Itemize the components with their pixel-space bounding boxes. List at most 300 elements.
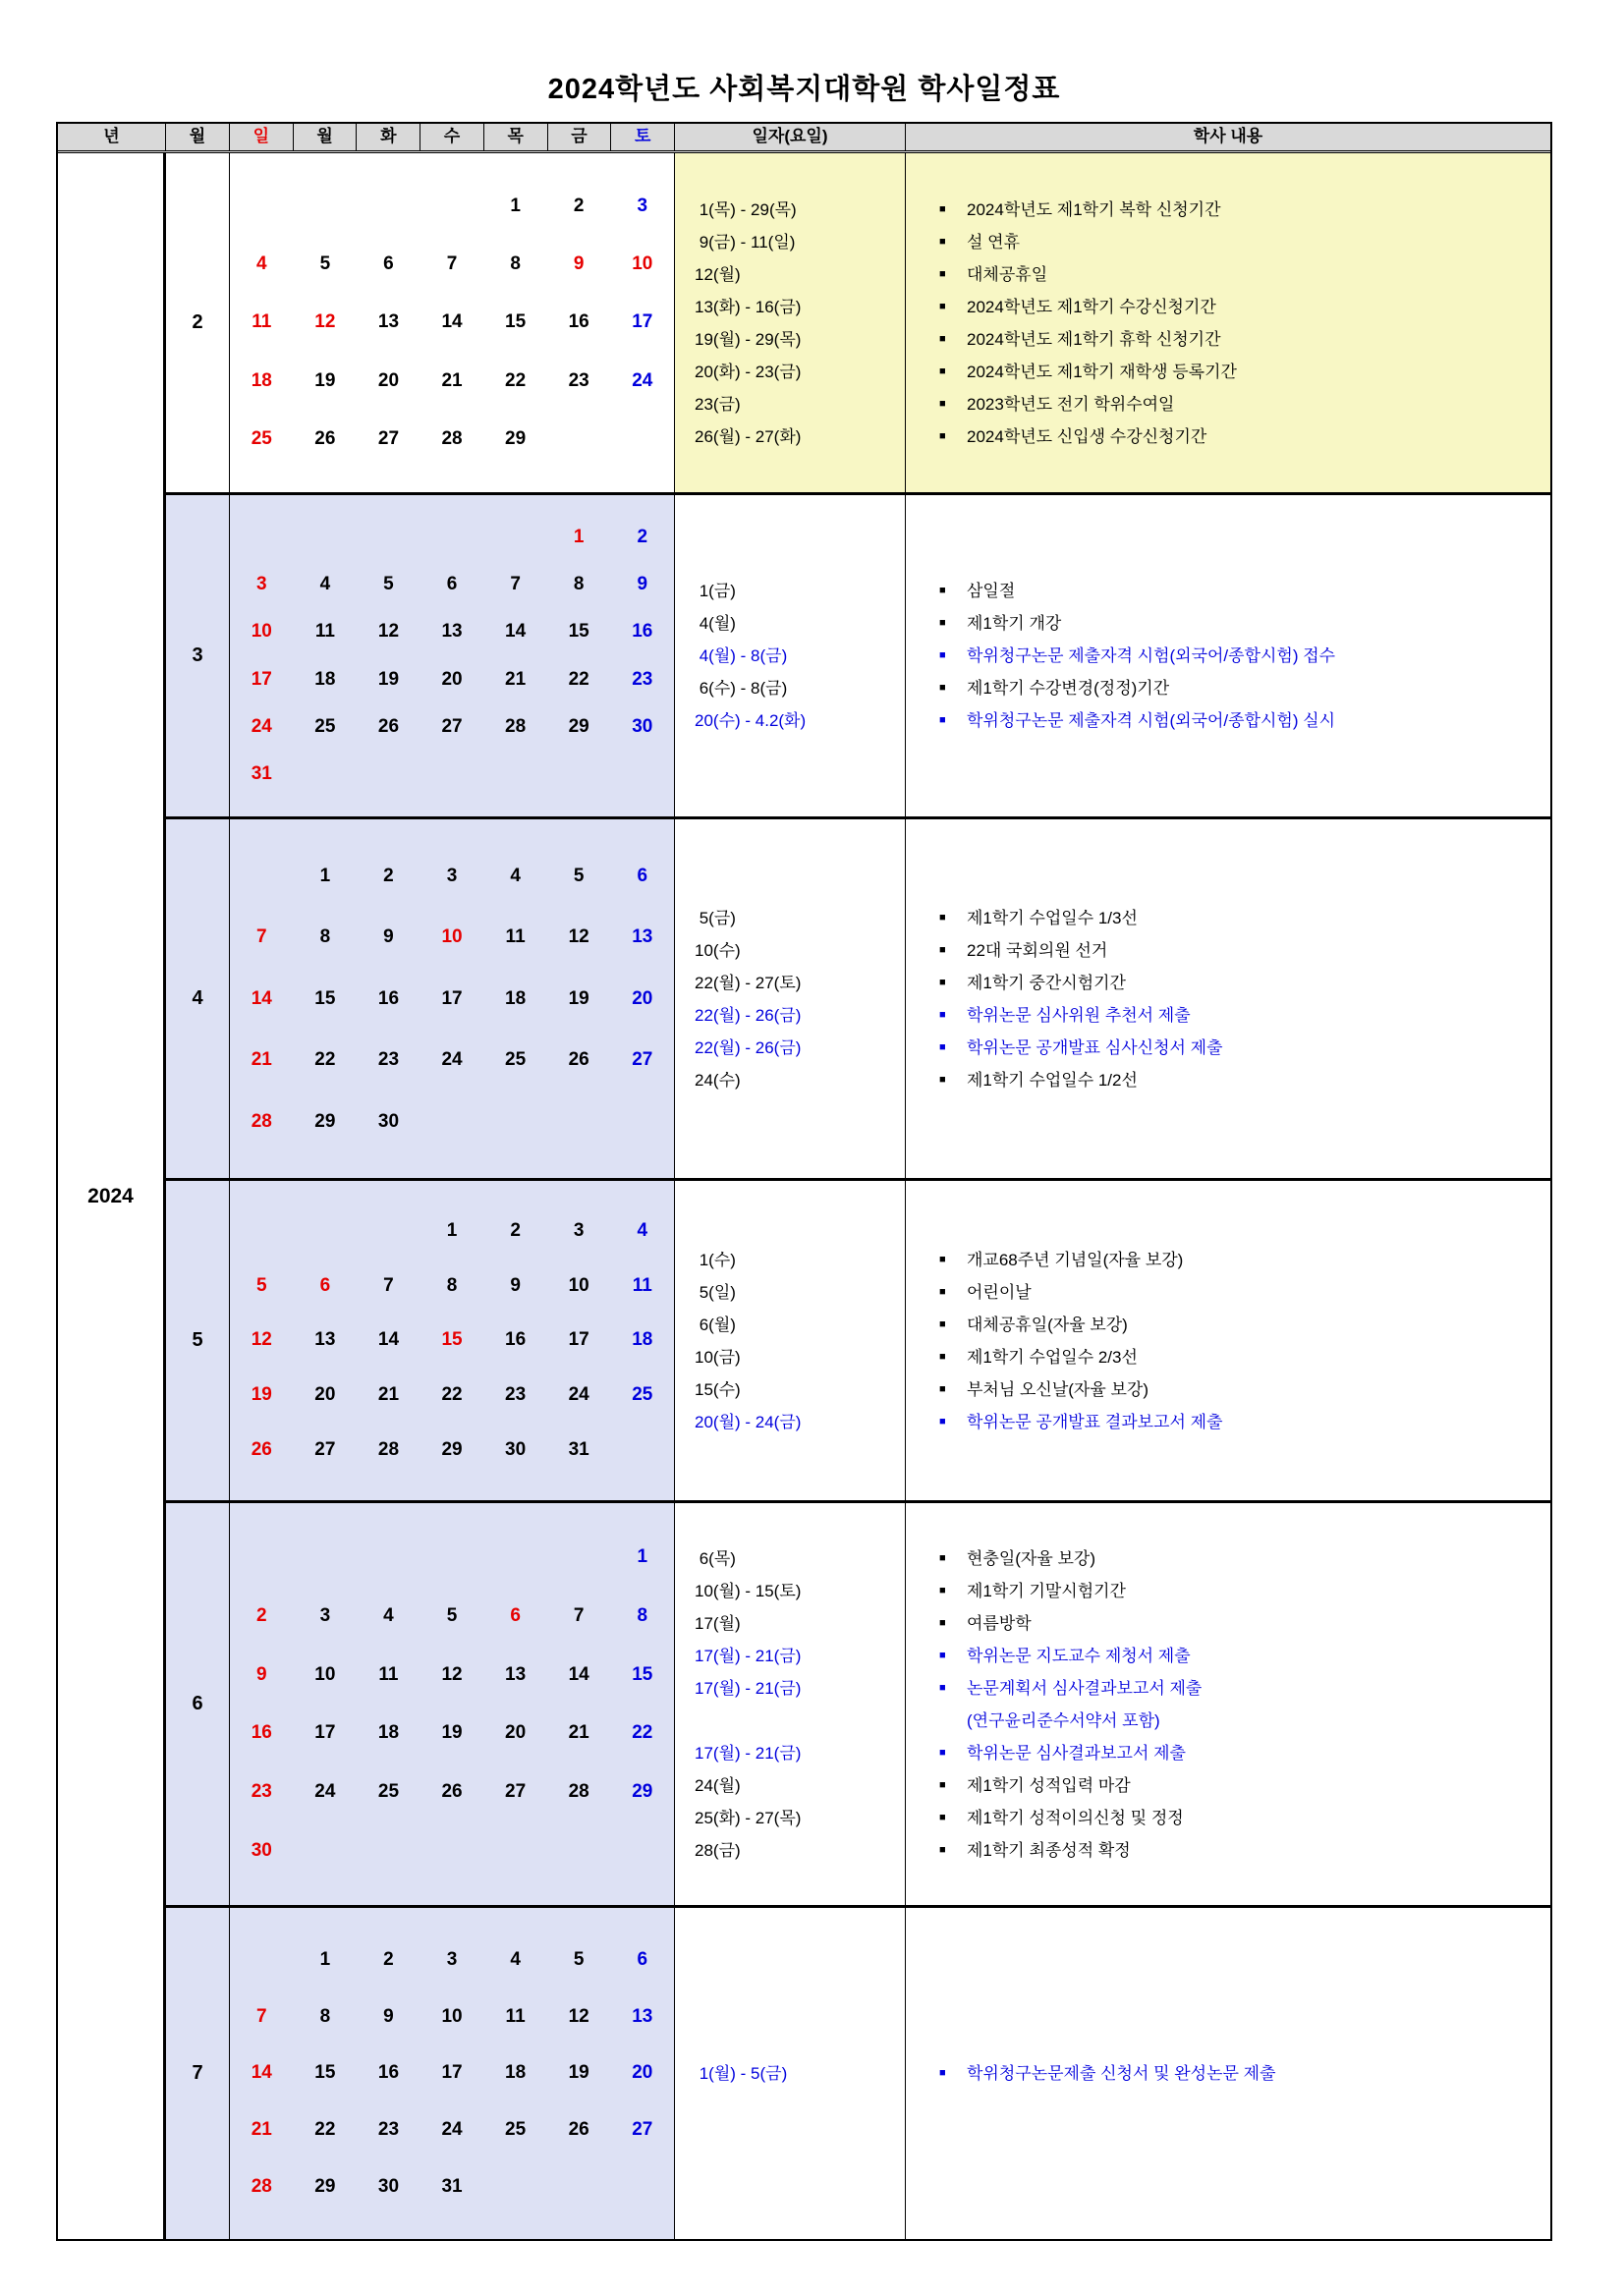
event-text: 여름방학 [967, 1613, 1032, 1633]
calendar-day: 29 [314, 2176, 336, 2198]
calendar-day [294, 761, 358, 787]
calendar-week-row [230, 194, 674, 219]
calendar-day: 11 [252, 311, 272, 333]
event-date: 28(금) [695, 1840, 741, 1860]
event-text: 학위청구논문 제출자격 시험(외국어/종합시험) 실시 [967, 711, 1336, 730]
calendar-day: 5 [383, 574, 394, 595]
content-column [906, 1503, 1550, 1905]
calendar-day: 17 [251, 668, 272, 690]
calendar-day: 12 [377, 621, 400, 643]
calendar-day [294, 525, 358, 550]
calendar-day [230, 864, 294, 889]
event-row [939, 640, 1550, 672]
calendar-day: 15 [632, 1663, 653, 1685]
bullet-icon: ■ [939, 1350, 946, 1363]
calendar-day [357, 1838, 420, 1864]
event-row [939, 1276, 1550, 1309]
date-column [675, 153, 906, 492]
calendar-day: 18 [505, 2062, 527, 2084]
event-date: 12(월) [695, 264, 741, 284]
calendar-week-row [230, 1327, 674, 1353]
calendar-day [483, 1544, 547, 1570]
calendar-day: 15 [505, 311, 527, 333]
calendar-week-row [230, 1720, 674, 1746]
event-row [939, 258, 1550, 291]
calendar-day [610, 1838, 674, 1864]
month-band-7 [166, 1905, 1550, 2239]
calendar-day: 6 [319, 1274, 331, 1296]
calendar-day: 20 [632, 2062, 653, 2084]
event-date: 1(금) [695, 582, 736, 600]
event-text: 개교68주년 기념일(자율 보강) [967, 1250, 1184, 1269]
calendar-day: 21 [441, 369, 463, 391]
calendar-week-row [230, 2004, 674, 2030]
calendar-day [420, 1838, 484, 1864]
event-date: 20(화) - 23(금) [695, 362, 802, 381]
calendar-week-row [230, 1779, 674, 1805]
event-date: 13(화) - 16(금) [695, 297, 802, 316]
bullet-icon: ■ [939, 1681, 946, 1694]
calendar-day: 30 [632, 715, 653, 737]
calendar-day: 2 [637, 527, 648, 548]
mini-calendar [230, 495, 675, 816]
event-row [939, 1341, 1550, 1373]
calendar-day: 10 [632, 253, 653, 275]
calendar-day: 21 [251, 1049, 272, 1070]
event-date: 19(월) - 29(목) [695, 329, 802, 349]
month-number: 4 [166, 819, 230, 1178]
calendar-week-row [230, 2060, 674, 2086]
calendar-day: 4 [510, 1948, 521, 1970]
calendar-day: 24 [441, 1049, 463, 1070]
bullet-icon: ■ [939, 397, 946, 410]
event-date: 6(수) - 8(금) [695, 679, 788, 698]
calendar-day: 17 [632, 311, 653, 333]
calendar-day: 12 [441, 1663, 463, 1685]
header-date-col: 일자(요일) [675, 124, 906, 150]
date-column [675, 1503, 906, 1905]
calendar-week-row [230, 924, 674, 950]
bullet-icon: ■ [939, 714, 946, 726]
calendar-day: 7 [256, 926, 267, 947]
calendar-day: 20 [632, 987, 653, 1009]
calendar-week-row [230, 2174, 674, 2200]
event-text: 논문계획서 심사결과보고서 제출 [967, 1678, 1203, 1698]
event-row [939, 420, 1550, 453]
event-row [939, 1064, 1550, 1096]
calendar-day: 5 [573, 1948, 585, 1970]
calendar-day [294, 1218, 358, 1244]
calendar-day: 8 [573, 574, 585, 595]
calendar-day: 23 [632, 668, 653, 690]
calendar-day: 1 [319, 865, 331, 886]
calendar-week-row [230, 986, 674, 1012]
calendar-day [420, 1544, 484, 1570]
calendar-day: 13 [632, 2005, 653, 2027]
calendar-day: 31 [568, 1439, 589, 1461]
calendar-day [357, 525, 420, 550]
calendar-day: 25 [377, 1781, 400, 1803]
calendar-day: 24 [251, 715, 272, 737]
event-date: 17(월) - 21(금) [695, 1646, 802, 1665]
mini-calendar [230, 1908, 675, 2239]
event-date: 1(수) [695, 1250, 736, 1269]
calendar-day: 12 [251, 1329, 272, 1351]
bullet-icon: ■ [939, 1584, 946, 1596]
bullet-icon: ■ [939, 1317, 946, 1330]
event-text: 학위논문 공개발표 심사신청서 제출 [967, 1037, 1223, 1057]
event-date: 22(월) - 26(금) [695, 1037, 802, 1057]
event-row [939, 1406, 1550, 1438]
bullet-icon: ■ [939, 1073, 946, 1086]
calendar-week-row [230, 309, 674, 335]
calendar-day: 23 [568, 369, 589, 391]
calendar-day: 23 [377, 2119, 400, 2141]
event-text: 제1학기 개강 [967, 614, 1062, 633]
bullet-icon: ■ [939, 1415, 946, 1428]
calendar-day [610, 761, 674, 787]
bullet-icon: ■ [939, 235, 946, 248]
calendar-day: 8 [510, 253, 521, 275]
calendar-week-row [230, 1218, 674, 1244]
event-row [939, 194, 1550, 226]
calendar-day [230, 194, 294, 219]
calendar-day [547, 761, 611, 787]
event-text: (연구윤리준수서약서 포함) [967, 1710, 1160, 1730]
calendar-day: 6 [637, 865, 648, 886]
month-number: 6 [166, 1503, 230, 1905]
event-date: 9(금) - 11(일) [695, 232, 796, 252]
calendar-day: 26 [377, 715, 400, 737]
calendar-day: 19 [568, 2062, 589, 2084]
calendar-week-row [230, 1838, 674, 1864]
event-date: 10(수) [695, 940, 741, 960]
calendar-day [420, 1109, 484, 1135]
event-date: 23(금) [695, 394, 741, 414]
calendar-day: 7 [510, 574, 521, 595]
calendar-day: 15 [314, 2062, 336, 2084]
calendar-day: 25 [251, 427, 272, 449]
event-row [939, 1373, 1550, 1406]
calendar-day: 6 [510, 1604, 521, 1626]
calendar-day: 15 [314, 987, 336, 1009]
calendar-day [230, 1947, 294, 1973]
calendar-day: 9 [637, 574, 648, 595]
calendar-day: 20 [505, 1722, 527, 1744]
calendar-day: 8 [637, 1604, 648, 1626]
calendar-day [547, 1109, 611, 1135]
event-text: 제1학기 성적이의신청 및 정정 [967, 1808, 1184, 1827]
calendar-day: 25 [632, 1384, 653, 1406]
calendar-day: 1 [637, 1545, 648, 1567]
calendar-day: 4 [383, 1604, 394, 1626]
event-text: 학위논문 심사위원 추천서 제출 [967, 1005, 1191, 1025]
event-text: 대체공휴일(자율 보강) [967, 1315, 1128, 1334]
calendar-day: 3 [573, 1219, 585, 1241]
event-text: 학위논문 공개발표 결과보고서 제출 [967, 1412, 1223, 1431]
bullet-icon: ■ [939, 1811, 946, 1823]
calendar-day [357, 761, 420, 787]
event-text: 학위청구논문 제출자격 시험(외국어/종합시험) 접수 [967, 646, 1336, 665]
bullet-icon [939, 1705, 967, 1737]
calendar-week-row [230, 368, 674, 394]
calendar-day: 10 [441, 2005, 463, 2027]
calendar-day: 9 [510, 1274, 521, 1296]
event-text: 제1학기 수업일수 1/2선 [967, 1070, 1138, 1090]
calendar-day [357, 194, 420, 219]
event-text: 부처님 오신날(자율 보강) [967, 1379, 1148, 1399]
bullet-icon: ■ [939, 943, 946, 956]
calendar-day: 13 [505, 1663, 527, 1685]
calendar-day [547, 1544, 611, 1570]
calendar-day: 18 [505, 987, 527, 1009]
calendar-day: 5 [256, 1274, 267, 1296]
calendar-day: 16 [568, 311, 589, 333]
event-date: 17(월) - 21(금) [695, 1678, 802, 1698]
calendar-day: 15 [441, 1329, 463, 1351]
calendar-day: 25 [505, 1049, 527, 1070]
bullet-icon: ■ [939, 1253, 946, 1265]
bullet-icon: ■ [939, 1382, 946, 1395]
bullet-icon: ■ [939, 617, 946, 629]
calendar-day: 11 [378, 1663, 399, 1685]
mini-calendar [230, 1181, 675, 1500]
bullet-icon: ■ [939, 1040, 946, 1053]
month-number: 3 [166, 495, 230, 816]
calendar-day: 22 [314, 1049, 336, 1070]
calendar-day: 22 [441, 1384, 463, 1406]
calendar-day [294, 1544, 358, 1570]
calendar-day: 3 [319, 1604, 331, 1626]
bullet-icon: ■ [939, 1746, 946, 1759]
calendar-day [483, 2174, 547, 2200]
event-text: 2024학년도 제1학기 재학생 등록기간 [967, 362, 1237, 381]
calendar-day: 20 [314, 1384, 336, 1406]
bullet-icon: ■ [939, 332, 946, 345]
event-row [939, 704, 1550, 737]
calendar-day: 12 [568, 2005, 589, 2027]
calendar-day: 10 [314, 1663, 336, 1685]
calendar-day: 26 [251, 1439, 272, 1461]
calendar-day: 14 [377, 1329, 400, 1351]
event-date [695, 1705, 905, 1737]
month-number: 7 [166, 1908, 230, 2239]
month-band-5 [166, 1178, 1550, 1500]
calendar-day: 30 [377, 2176, 400, 2198]
event-row [939, 902, 1550, 934]
calendar-day: 8 [319, 926, 331, 947]
calendar-day [420, 194, 484, 219]
calendar-day: 19 [568, 987, 589, 1009]
calendar-day: 13 [314, 1329, 336, 1351]
calendar-day: 29 [632, 1781, 653, 1803]
event-date: 1(목) - 29(목) [695, 199, 797, 219]
event-text: 제1학기 기말시험기간 [967, 1581, 1126, 1600]
calendar-day [230, 1218, 294, 1244]
calendar-day: 14 [505, 621, 527, 643]
bullet-icon: ■ [939, 1008, 946, 1021]
calendar-day: 9 [256, 1663, 267, 1685]
calendar-day: 22 [505, 369, 527, 391]
event-date: 10(월) - 15(토) [695, 1581, 802, 1600]
event-row [939, 291, 1550, 323]
calendar-day: 10 [441, 926, 463, 947]
calendar-day [610, 2174, 674, 2200]
calendar-week-row [230, 1603, 674, 1629]
event-row [939, 1834, 1550, 1867]
calendar-day: 5 [573, 865, 585, 886]
calendar-day: 9 [383, 926, 394, 947]
bullet-icon: ■ [939, 300, 946, 312]
calendar-day: 5 [319, 253, 331, 275]
event-row [939, 967, 1550, 999]
schedule-table [56, 122, 1552, 2241]
calendar-day: 18 [377, 1722, 400, 1744]
bullet-icon: ■ [939, 649, 946, 661]
event-row [939, 1309, 1550, 1341]
calendar-day [610, 426, 674, 452]
calendar-week-row [230, 864, 674, 889]
calendar-day: 16 [377, 987, 400, 1009]
event-text: 2024학년도 제1학기 복학 신청기간 [967, 199, 1221, 219]
calendar-week-row [230, 1662, 674, 1688]
calendar-day: 29 [314, 1110, 336, 1132]
calendar-day: 22 [568, 668, 589, 690]
calendar-day: 4 [319, 574, 331, 595]
event-row [939, 934, 1550, 967]
calendar-day [610, 1109, 674, 1135]
event-date: 17(월) - 21(금) [695, 1743, 802, 1763]
calendar-week-row [230, 1109, 674, 1135]
calendar-day: 21 [377, 1384, 400, 1406]
event-date: 10(금) [695, 1347, 741, 1367]
calendar-day: 27 [314, 1439, 336, 1461]
event-date: 4(월) [695, 614, 736, 633]
calendar-day: 2 [256, 1604, 267, 1626]
calendar-day [294, 194, 358, 219]
calendar-day: 1 [446, 1219, 458, 1241]
event-date: 25(화) - 27(목) [695, 1808, 802, 1827]
event-text: 22대 국회의원 선거 [967, 940, 1108, 960]
calendar-day: 27 [377, 427, 400, 449]
event-date: 4(월) - 8(금) [695, 646, 788, 665]
event-date: 20(수) - 4.2(화) [695, 711, 807, 730]
calendar-day: 14 [251, 987, 272, 1009]
calendar-day: 18 [314, 668, 336, 690]
event-row [939, 1672, 1550, 1705]
event-date: 6(월) [695, 1315, 736, 1334]
calendar-day: 18 [251, 369, 272, 391]
calendar-day: 31 [441, 2176, 463, 2198]
calendar-day [483, 1109, 547, 1135]
calendar-week-row [230, 714, 674, 740]
calendar-day: 23 [377, 1049, 400, 1070]
calendar-day: 3 [446, 865, 458, 886]
calendar-day: 24 [568, 1384, 589, 1406]
calendar-day: 7 [256, 2005, 267, 2027]
content-column [906, 1181, 1550, 1500]
calendar-day: 27 [632, 2119, 653, 2141]
event-text: 2023학년도 전기 학위수여일 [967, 394, 1175, 414]
calendar-day [610, 1437, 674, 1463]
event-text: 학위청구논문제출 신청서 및 완성논문 제출 [967, 2064, 1276, 2083]
header-content-col: 학사 내용 [1193, 127, 1263, 145]
event-text: 제1학기 성적입력 마감 [967, 1775, 1131, 1795]
event-date: 1(월) - 5(금) [695, 2064, 788, 2083]
calendar-day: 28 [377, 1439, 400, 1461]
calendar-day: 5 [446, 1604, 458, 1626]
event-row [939, 1575, 1550, 1607]
event-row [939, 1542, 1550, 1575]
event-text: 제1학기 수업일수 1/3선 [967, 908, 1138, 927]
calendar-day: 24 [441, 2119, 463, 2141]
calendar-day: 28 [568, 1781, 589, 1803]
calendar-day [547, 426, 611, 452]
calendar-day: 29 [505, 427, 527, 449]
calendar-day [294, 1838, 358, 1864]
event-text: 2024학년도 신입생 수강신청기간 [967, 426, 1207, 446]
calendar-week-row [230, 667, 674, 693]
calendar-day: 1 [510, 196, 521, 217]
event-row [939, 388, 1550, 420]
event-text: 제1학기 최종성적 확정 [967, 1840, 1131, 1860]
calendar-day: 16 [505, 1329, 527, 1351]
month-number: 2 [166, 153, 230, 492]
weekday-header-5: 목 [484, 124, 548, 150]
calendar-day [420, 761, 484, 787]
calendar-day: 6 [637, 1948, 648, 1970]
calendar-day: 19 [377, 668, 400, 690]
page-title: 2024학년도 사회복지대학원 학사일정표 [547, 74, 1061, 105]
calendar-day: 17 [441, 2062, 463, 2084]
calendar-day: 27 [632, 1049, 653, 1070]
calendar-day: 20 [441, 668, 463, 690]
calendar-day: 7 [573, 1604, 585, 1626]
calendar-day: 30 [251, 1840, 272, 1862]
weekday-header-7: 토 [634, 127, 651, 145]
weekday-header-6: 금 [548, 124, 612, 150]
calendar-day: 21 [568, 1722, 589, 1744]
year-cell: 2024 [58, 153, 166, 2239]
calendar-day: 26 [441, 1781, 463, 1803]
calendar-day: 14 [251, 2062, 272, 2084]
event-row [939, 1737, 1550, 1769]
weekday-header-1: 일 [230, 124, 294, 150]
content-column [906, 1908, 1550, 2239]
calendar-day: 7 [446, 253, 458, 275]
calendar-day: 1 [573, 527, 585, 548]
event-text: 대체공휴일 [967, 264, 1048, 284]
event-text: 2024학년도 제1학기 수강신청기간 [967, 297, 1216, 316]
calendar-day [230, 1544, 294, 1570]
event-row [939, 575, 1550, 607]
calendar-day: 18 [632, 1329, 653, 1351]
calendar-week-row [230, 619, 674, 644]
calendar-day: 2 [383, 865, 394, 886]
calendar-week-row [230, 1382, 674, 1408]
month-bands [166, 153, 1550, 2239]
event-text: 제1학기 중간시험기간 [967, 973, 1126, 992]
calendar-day [357, 1544, 420, 1570]
event-row [939, 999, 1550, 1032]
event-text: 설 연휴 [967, 232, 1020, 252]
calendar-day: 26 [314, 427, 336, 449]
calendar-day: 3 [446, 1948, 458, 1970]
content-column [906, 819, 1550, 1178]
calendar-day: 23 [505, 1384, 527, 1406]
bullet-icon: ■ [939, 682, 946, 694]
calendar-day: 24 [314, 1781, 336, 1803]
